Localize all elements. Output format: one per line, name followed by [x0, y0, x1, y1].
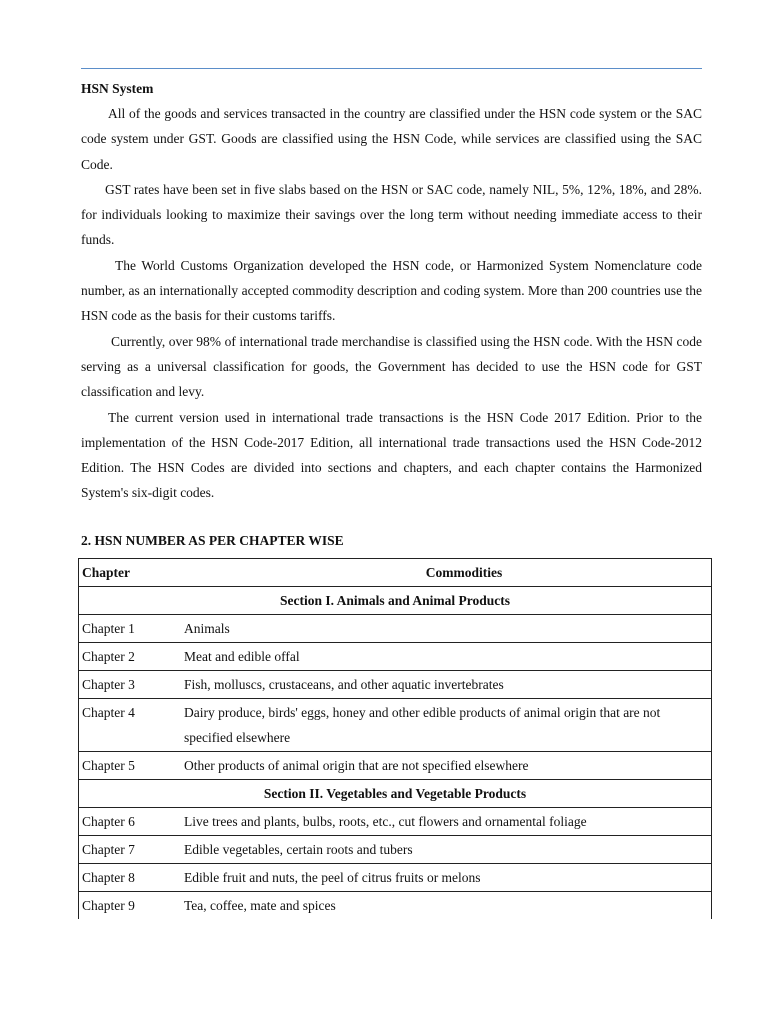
section-heading: 2. HSN NUMBER AS PER CHAPTER WISE	[81, 533, 344, 548]
document-body	[81, 76, 702, 506]
chapter-cell: Chapter 9	[79, 892, 181, 920]
chapter-cell: Chapter 5	[79, 752, 181, 780]
table-header-row	[79, 559, 712, 587]
paragraph-1: All of the goods and services transacted in the country are classified under the HSN code system or the SAC code system under GST. Goods are classified using the HSN Code, while services are classified using the SAC Code.	[81, 106, 702, 172]
paragraph-5: The current version used in international trade transactions is the HSN Code 2017 Edition. Prior to the implementation of the HSN Code-2017 Edition, all international trade transactions used the HSN Code-2012 Edition. The HSN Codes are divided into sections and chapters, and each chapter contains the Harmonized System's six-digit codes.	[81, 409, 702, 501]
commodity-cell: Edible fruit and nuts, the peel of citrus fruits or melons	[180, 864, 712, 892]
table-row	[79, 864, 712, 892]
paragraph-2: GST rates have been set in five slabs based on the HSN or SAC code, namely NIL, 5%, 12%, 18%, and 28%. for individuals looking to maximize their savings over the long term without needing immediate access to their funds.	[81, 181, 702, 248]
chapter-cell: Chapter 2	[79, 643, 181, 671]
commodity-cell: Other products of animal origin that are not specified elsewhere	[180, 752, 712, 780]
table-row	[79, 808, 712, 836]
chapter-cell: Chapter 1	[79, 615, 181, 643]
table-row	[79, 836, 712, 864]
section-row	[79, 587, 712, 615]
table-row	[79, 643, 712, 671]
chapter-cell: Chapter 3	[79, 671, 181, 699]
table-row	[79, 671, 712, 699]
table-row	[79, 892, 712, 920]
commodity-cell: Fish, molluscs, crustaceans, and other aquatic invertebrates	[180, 671, 712, 699]
commodities-column-header: Commodities	[180, 559, 712, 587]
section-2-title: Section II. Vegetables and Vegetable Products	[79, 780, 712, 808]
chapter-column-header: Chapter	[79, 559, 181, 587]
chapter-cell: Chapter 8	[79, 864, 181, 892]
paragraph-3: The World Customs Organization developed the HSN code, or Harmonized System Nomenclature code number, as an internationally accepted commodity description and coding system. More than 200 countries use the HSN code as the basis for their customs tariffs.	[81, 257, 702, 324]
document-title: HSN System	[81, 81, 154, 96]
commodity-cell: Edible vegetables, certain roots and tubers	[180, 836, 712, 864]
chapter-cell: Chapter 4	[79, 699, 181, 752]
chapter-cell: Chapter 7	[79, 836, 181, 864]
commodity-cell: Animals	[180, 615, 712, 643]
paragraph-4: Currently, over 98% of international trade merchandise is classified using the HSN code. With the HSN code serving as a universal classification for goods, the Government has decided to use the HSN code for GST classification and levy.	[81, 333, 702, 400]
commodity-cell: Live trees and plants, bulbs, roots, etc., cut flowers and ornamental foliage	[180, 808, 712, 836]
section-1-title: Section I. Animals and Animal Products	[79, 587, 712, 615]
commodity-cell: Dairy produce, birds' eggs, honey and other edible products of animal origin that are not specified elsewhere	[180, 699, 712, 752]
commodity-cell: Meat and edible offal	[180, 643, 712, 671]
table-row	[79, 615, 712, 643]
section-row	[79, 780, 712, 808]
header-rule	[81, 68, 702, 69]
table-row	[79, 752, 712, 780]
hsn-chapter-table	[78, 558, 712, 919]
chapter-cell: Chapter 6	[79, 808, 181, 836]
commodity-cell: Tea, coffee, mate and spices	[180, 892, 712, 920]
table-row	[79, 699, 712, 752]
